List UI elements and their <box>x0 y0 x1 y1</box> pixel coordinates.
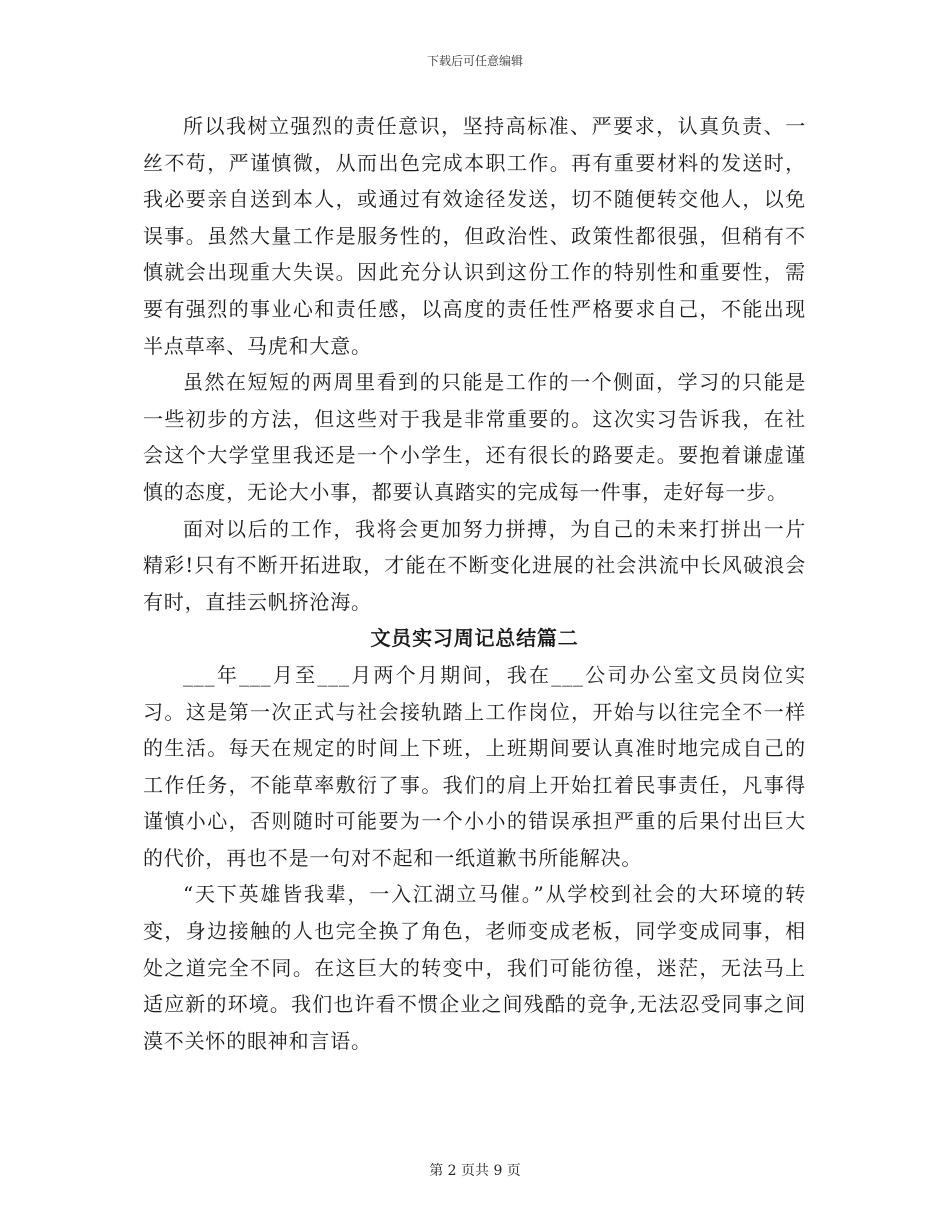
paragraph: 面对以后的工作，我将会更加努力拼搏，为自己的未来打拼出一片精彩!只有不断开拓进取，才能在不断变化进展的社会洪流中长风破浪会有时，直挂云帆挤沧海。 <box>143 516 806 614</box>
paragraph: 所以我树立强烈的责任意识，坚持高标准、严要求，认真负责、一丝不苟，严谨慎微，从而出色完成本职工作。再有重要材料的发送时，我必要亲自送到本人，或通过有效途径发送，切不随便转交他人，以免误事。虽然大量工作是服务性的，但政治性、政策性都很强，但稍有不慎就会出现重大失误。因此充分认识到这份工作的特别性和重要性，需要有强烈的事业心和责任感，以高度的责任性严格要求自己，不能出现半点草率、马虎和大意。 <box>143 114 806 358</box>
page-header: 下载后可任意编辑 <box>426 54 523 68</box>
paragraph: “天下英雄皆我辈，一入江湖立马催。”从学校到社会的大环境的转变，身边接触的人也完全换了角色，老师变成老板，同学变成同事，相处之道完全不同。在这巨大的转变中，我们可能彷徨，迷茫，无法马上适应新的环境。我们也许看不惯企业之间残酷的竞争,无法忍受同事之间漠不关怀的眼神和言语。 <box>143 882 806 1053</box>
page-footer: 第 2 页共 9 页 <box>429 1163 521 1179</box>
paragraph: 虽然在短短的两周里看到的只能是工作的一个侧面，学习的只能是一些初步的方法，但这些对于我是非常重要的。这次实习告诉我，在社会这个大学堂里我还是一个小学生，还有很长的路要走。要抱着谦虚谨慎的态度，无论大小事，都要认真踏实的完成每一件事，走好每一步。 <box>143 370 806 504</box>
document-body <box>143 108 806 1059</box>
section-title: 文员实习周记总结篇二 <box>370 626 579 651</box>
paragraph: ___年___月至___月两个月期间，我在___公司办公室文员岗位实习。这是第一次正式与社会接轨踏上工作岗位，开始与以往完全不一样的生活。每天在规定的时间上下班，上班期间要认真准时地完成自己的工作任务，不能草率敷衍了事。我们的肩上开始扛着民事责任，凡事得谨慎小心，否则随时可能要为一个小小的错误承担严重的后果付出巨大的代价，再也不是一句对不起和一纸道歉书所能解决。 <box>143 662 806 870</box>
